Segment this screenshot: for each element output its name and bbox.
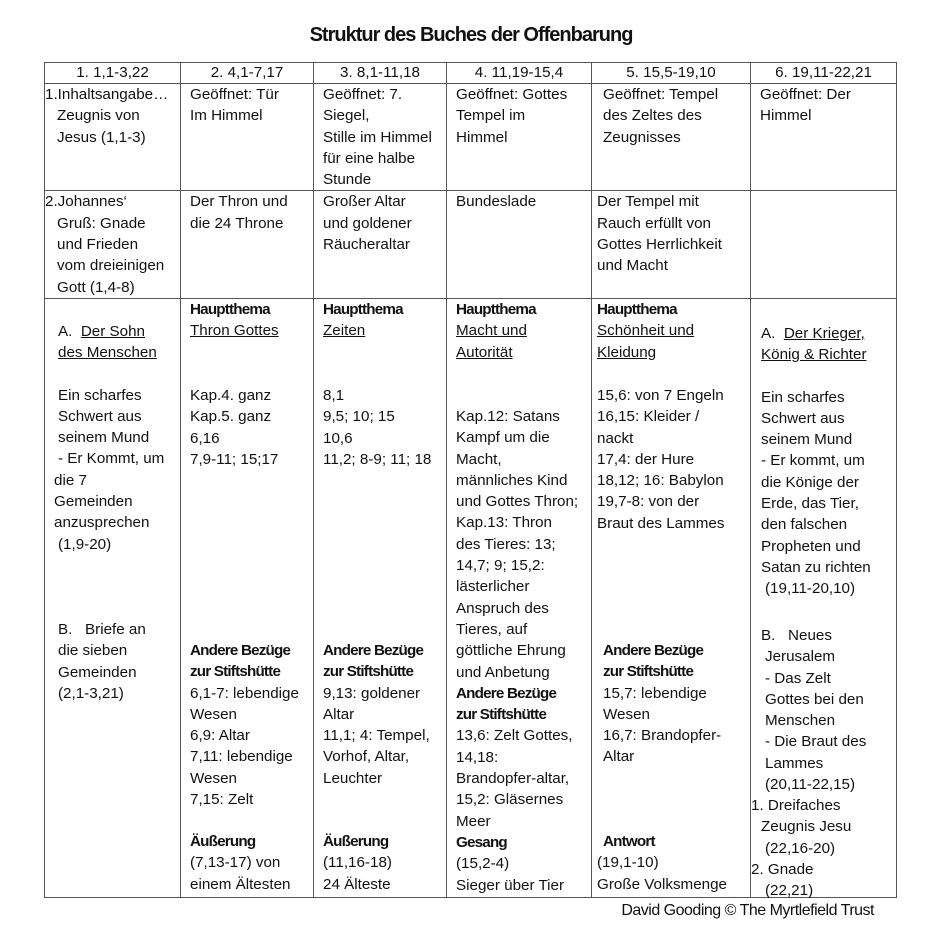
cell-text: B. bbox=[58, 620, 73, 638]
cell-text: Äußerung bbox=[190, 832, 256, 850]
cell-text: Der Krieger, bbox=[783, 324, 865, 342]
cell-text: (20,11-22,15) bbox=[765, 776, 856, 794]
cell-text: Autorität bbox=[456, 343, 513, 361]
cell-text: die 24 Throne bbox=[190, 214, 284, 232]
cell-text: (7,13-17) von bbox=[190, 854, 281, 872]
cell-text: König & Richter bbox=[761, 346, 867, 364]
cell-text: 2. Gnade bbox=[751, 860, 814, 878]
cell-text: lästerlicher bbox=[456, 578, 530, 596]
cell-text: und Gottes Thron; bbox=[456, 493, 579, 511]
cell-text: - Das Zelt bbox=[765, 669, 831, 687]
cell-text: Erde, das Tier, bbox=[761, 495, 859, 513]
opened-row bbox=[45, 84, 897, 191]
cell-text: (11,16-18) bbox=[323, 854, 392, 872]
column-header: 5. 15,5-19,10 bbox=[592, 63, 751, 84]
cell-text: Geöffnet: Gottes bbox=[456, 86, 568, 103]
theme-cell-1 bbox=[45, 298, 181, 897]
cell-text: - Er kommt, um bbox=[761, 452, 865, 470]
column-header: 6. 19,11-22,21 bbox=[751, 63, 897, 84]
cell-text: 14,7; 9; 15,2: bbox=[456, 557, 545, 575]
cell-text: des Menschen bbox=[58, 344, 157, 362]
page-title: Struktur des Buches der Offenbarung bbox=[309, 24, 633, 46]
cell-text: und Macht bbox=[597, 257, 668, 275]
cell-text: 11,1; 4: Tempel, bbox=[323, 727, 430, 745]
cell-text: Gruß: Gnade bbox=[57, 214, 146, 232]
cell-text: 1.Inhaltsangabe… bbox=[45, 86, 169, 103]
cell-text: 9,13: goldener bbox=[323, 684, 421, 702]
cell-text: 14,18: bbox=[456, 748, 499, 766]
cell-text: Hauptthema bbox=[597, 300, 677, 318]
cell-text: vom dreieinigen bbox=[57, 257, 165, 275]
cell-text: A. bbox=[58, 322, 73, 340]
cell-text: Gemeinden bbox=[54, 493, 133, 511]
cell-text: Hauptthema bbox=[190, 300, 270, 318]
column-header: 2. 4,1-7,17 bbox=[181, 63, 314, 84]
cell-text: Gesang bbox=[456, 833, 507, 851]
cell-text: Der Sohn bbox=[80, 322, 145, 340]
cell-text: (19,1-10) bbox=[597, 854, 659, 872]
cell-text: Himmel bbox=[760, 107, 812, 125]
cell-text: Andere Bezüge bbox=[323, 641, 424, 659]
cell-text: 2.Johannes‘ bbox=[45, 193, 127, 211]
cell-text: Lammes bbox=[765, 754, 824, 772]
cell-text: Altar bbox=[603, 748, 635, 766]
cell-text: Der Tempel mit bbox=[597, 193, 699, 211]
cell-text: Hauptthema bbox=[323, 300, 403, 318]
cell-text: göttliche Ehrung bbox=[456, 642, 566, 660]
cell-text: Siegel, bbox=[323, 107, 370, 125]
cell-text: die sieben bbox=[58, 642, 128, 660]
cell-text: Kap.5. ganz bbox=[190, 408, 272, 426]
cell-text: 18,12; 16: Babylon bbox=[597, 472, 724, 490]
theme-row bbox=[45, 298, 897, 897]
cell-text: Gottes Herrlichkeit bbox=[597, 236, 722, 254]
cell-text: B. bbox=[761, 626, 776, 644]
cell-text: 24 Älteste bbox=[323, 875, 391, 893]
cell-text: Stille im Himmel bbox=[323, 128, 432, 146]
cell-text: 15,6: von 7 Engeln bbox=[597, 386, 724, 404]
cell-text: Schönheit und bbox=[597, 322, 695, 340]
furniture-cell-4 bbox=[447, 191, 592, 298]
cell-text: einem Ältesten bbox=[190, 875, 291, 893]
cell-text: Geöffnet: Der bbox=[760, 86, 851, 103]
cell-text: Menschen bbox=[765, 712, 836, 730]
cell-text: Ein scharfes bbox=[761, 388, 845, 406]
cell-text: Andere Bezüge bbox=[190, 641, 291, 659]
cell-text: Bundeslade bbox=[456, 193, 537, 211]
cell-text: (1,9-20) bbox=[58, 535, 112, 553]
cell-text: (15,2-4) bbox=[456, 855, 510, 873]
theme-cell-5 bbox=[592, 298, 751, 897]
cell-text: Geöffnet: 7. bbox=[323, 86, 403, 103]
cell-text: - Er Kommt, um bbox=[58, 450, 165, 468]
opened-cell-2 bbox=[181, 84, 314, 191]
cell-text: Im Himmel bbox=[190, 107, 263, 125]
cell-text: Geöffnet: Tempel bbox=[603, 86, 719, 103]
cell-text: Zeugnisses bbox=[603, 128, 681, 146]
cell-text: zur Stiftshütte bbox=[190, 663, 281, 681]
cell-text: 16,15: Kleider / bbox=[597, 408, 700, 426]
cell-text: Geöffnet: Tür bbox=[190, 86, 279, 103]
cell-text: nackt bbox=[597, 429, 634, 447]
cell-text: Anspruch des bbox=[456, 599, 549, 617]
cell-text: Kap.13: Thron bbox=[456, 514, 552, 532]
cell-text: Gott (1,4-8) bbox=[57, 278, 135, 296]
cell-text: Kap.12: Satans bbox=[456, 407, 560, 425]
cell-text: und goldener bbox=[323, 214, 412, 232]
opened-cell-6 bbox=[751, 84, 897, 191]
cell-text: des Zeltes des bbox=[603, 107, 702, 125]
cell-text: Räucheraltar bbox=[323, 236, 410, 254]
cell-text: Schwert aus bbox=[761, 409, 845, 427]
cell-text: Hauptthema bbox=[456, 300, 536, 318]
cell-text: Rauch erfüllt von bbox=[597, 214, 711, 232]
cell-text: Vorhof, Altar, bbox=[323, 748, 410, 766]
cell-text: Ein scharfes bbox=[58, 386, 142, 404]
cell-text: (19,11-20,10) bbox=[765, 580, 856, 598]
opened-cell-1 bbox=[45, 84, 181, 191]
cell-text: - Die Braut des bbox=[765, 733, 867, 751]
cell-text: (2,1-3,21) bbox=[58, 684, 124, 702]
cell-text: Antwort bbox=[603, 832, 655, 850]
cell-text: 6,1-7: lebendige bbox=[190, 684, 299, 702]
cell-text: Macht, bbox=[456, 450, 502, 468]
cell-text: zur Stiftshütte bbox=[456, 706, 547, 724]
cell-text: Jesus (1,1-3) bbox=[57, 128, 146, 146]
cell-text: 6,16 bbox=[190, 429, 220, 447]
cell-text: anzusprechen bbox=[54, 514, 150, 532]
cell-text: Wesen bbox=[190, 769, 237, 787]
cell-text: 9,5; 10; 15 bbox=[323, 408, 395, 426]
cell-text: Braut des Lammes bbox=[597, 514, 725, 532]
furniture-cell-2 bbox=[181, 191, 314, 298]
furniture-cell-1 bbox=[45, 191, 181, 298]
theme-cell-3 bbox=[314, 298, 447, 897]
column-header: 4. 11,19-15,4 bbox=[447, 63, 592, 84]
cell-text: Jerusalem bbox=[765, 648, 836, 666]
cell-text: Brandopfer-altar, bbox=[456, 770, 570, 788]
cell-text: Großer Altar bbox=[323, 193, 406, 211]
header-row bbox=[45, 63, 897, 84]
furniture-row bbox=[45, 191, 897, 298]
cell-text: und Frieden bbox=[57, 236, 139, 254]
theme-cell-4 bbox=[447, 298, 592, 897]
cell-text: männliches Kind bbox=[456, 471, 568, 489]
furniture-cell-5 bbox=[592, 191, 751, 298]
theme-cell-6 bbox=[751, 298, 897, 900]
cell-text: Satan zu richten bbox=[761, 558, 871, 576]
cell-text: des Tieres: 13; bbox=[456, 535, 556, 553]
cell-text: 15,2: Gläsernes bbox=[456, 791, 564, 809]
cell-text: Stunde bbox=[323, 171, 372, 189]
cell-text: (22,21) bbox=[765, 882, 814, 900]
cell-text: 11,2; 8-9; 11; 18 bbox=[323, 450, 432, 468]
cell-text: Propheten und bbox=[761, 537, 861, 555]
cell-text: Briefe an bbox=[85, 620, 146, 638]
cell-text: Große Volksmenge bbox=[597, 875, 727, 893]
opened-cell-3 bbox=[314, 84, 447, 191]
cell-text: 16,7: Brandopfer- bbox=[603, 727, 722, 745]
cell-text: Kap.4. ganz bbox=[190, 386, 272, 404]
cell-text: A. bbox=[761, 324, 776, 342]
furniture-cell-6 bbox=[751, 191, 897, 298]
structure-table bbox=[44, 62, 897, 898]
cell-text: Zeugnis Jesu bbox=[761, 818, 852, 836]
cell-text: Zeugnis von bbox=[57, 107, 140, 125]
cell-text: Himmel bbox=[456, 128, 508, 146]
copyright-footer: David Gooding © The Myrtlefield Trust bbox=[621, 902, 874, 919]
cell-text: 6,9: Altar bbox=[190, 727, 250, 745]
cell-text: Meer bbox=[456, 812, 491, 830]
opened-cell-4 bbox=[447, 84, 592, 191]
cell-text: zur Stiftshütte bbox=[323, 663, 414, 681]
column-header: 1. 1,1-3,22 bbox=[45, 63, 181, 84]
cell-text: Tempel im bbox=[456, 107, 526, 125]
cell-text: Äußerung bbox=[323, 832, 389, 850]
cell-text: Kampf um die bbox=[456, 429, 550, 447]
cell-text: Macht und bbox=[456, 322, 527, 340]
cell-text: Andere Bezüge bbox=[456, 684, 557, 702]
cell-text: 1. Dreifaches bbox=[751, 796, 841, 814]
cell-text: 10,6 bbox=[323, 429, 353, 447]
cell-text: Altar bbox=[323, 705, 355, 723]
cell-text: und Anbetung bbox=[456, 663, 550, 681]
cell-text: Wesen bbox=[190, 705, 237, 723]
opened-cell-5 bbox=[592, 84, 751, 191]
cell-text: Sieger über Tier bbox=[456, 876, 565, 894]
cell-text: Thron Gottes bbox=[190, 322, 279, 340]
furniture-cell-3 bbox=[314, 191, 447, 298]
cell-text: Tieres, auf bbox=[456, 620, 528, 638]
theme-cell-2 bbox=[181, 298, 314, 897]
cell-text: 17,4: der Hure bbox=[597, 450, 695, 468]
cell-text: Zeiten bbox=[323, 322, 366, 340]
cell-text: 19,7-8: von der bbox=[597, 493, 700, 511]
cell-text: 13,6: Zelt Gottes, bbox=[456, 727, 573, 745]
cell-text: den falschen bbox=[761, 516, 848, 534]
column-header: 3. 8,1-11,18 bbox=[314, 63, 447, 84]
cell-text: 7,15: Zelt bbox=[190, 791, 254, 809]
cell-text: Der Thron und bbox=[190, 193, 288, 211]
cell-text: 8,1 bbox=[323, 386, 345, 404]
cell-text: Schwert aus bbox=[58, 407, 142, 425]
cell-text: zur Stiftshütte bbox=[603, 663, 694, 681]
cell-text: Neues bbox=[788, 626, 832, 644]
cell-text: Andere Bezüge bbox=[603, 641, 704, 659]
cell-text: die 7 bbox=[54, 471, 87, 489]
cell-text: (22,16-20) bbox=[765, 839, 836, 857]
cell-text: Gottes bei den bbox=[765, 690, 864, 708]
cell-text: seinem Mund bbox=[58, 429, 150, 447]
cell-text: Gemeinden bbox=[58, 663, 137, 681]
cell-text: 15,7: lebendige bbox=[603, 684, 707, 702]
cell-text: die Könige der bbox=[761, 473, 859, 491]
cell-text: Wesen bbox=[603, 705, 650, 723]
cell-text: für eine halbe bbox=[323, 149, 416, 167]
cell-text: seinem Mund bbox=[761, 431, 853, 449]
cell-text: 7,9-11; 15;17 bbox=[190, 450, 279, 468]
cell-text: Leuchter bbox=[323, 769, 383, 787]
cell-text: 7,11: lebendige bbox=[190, 748, 293, 766]
cell-text: Kleidung bbox=[597, 343, 657, 361]
